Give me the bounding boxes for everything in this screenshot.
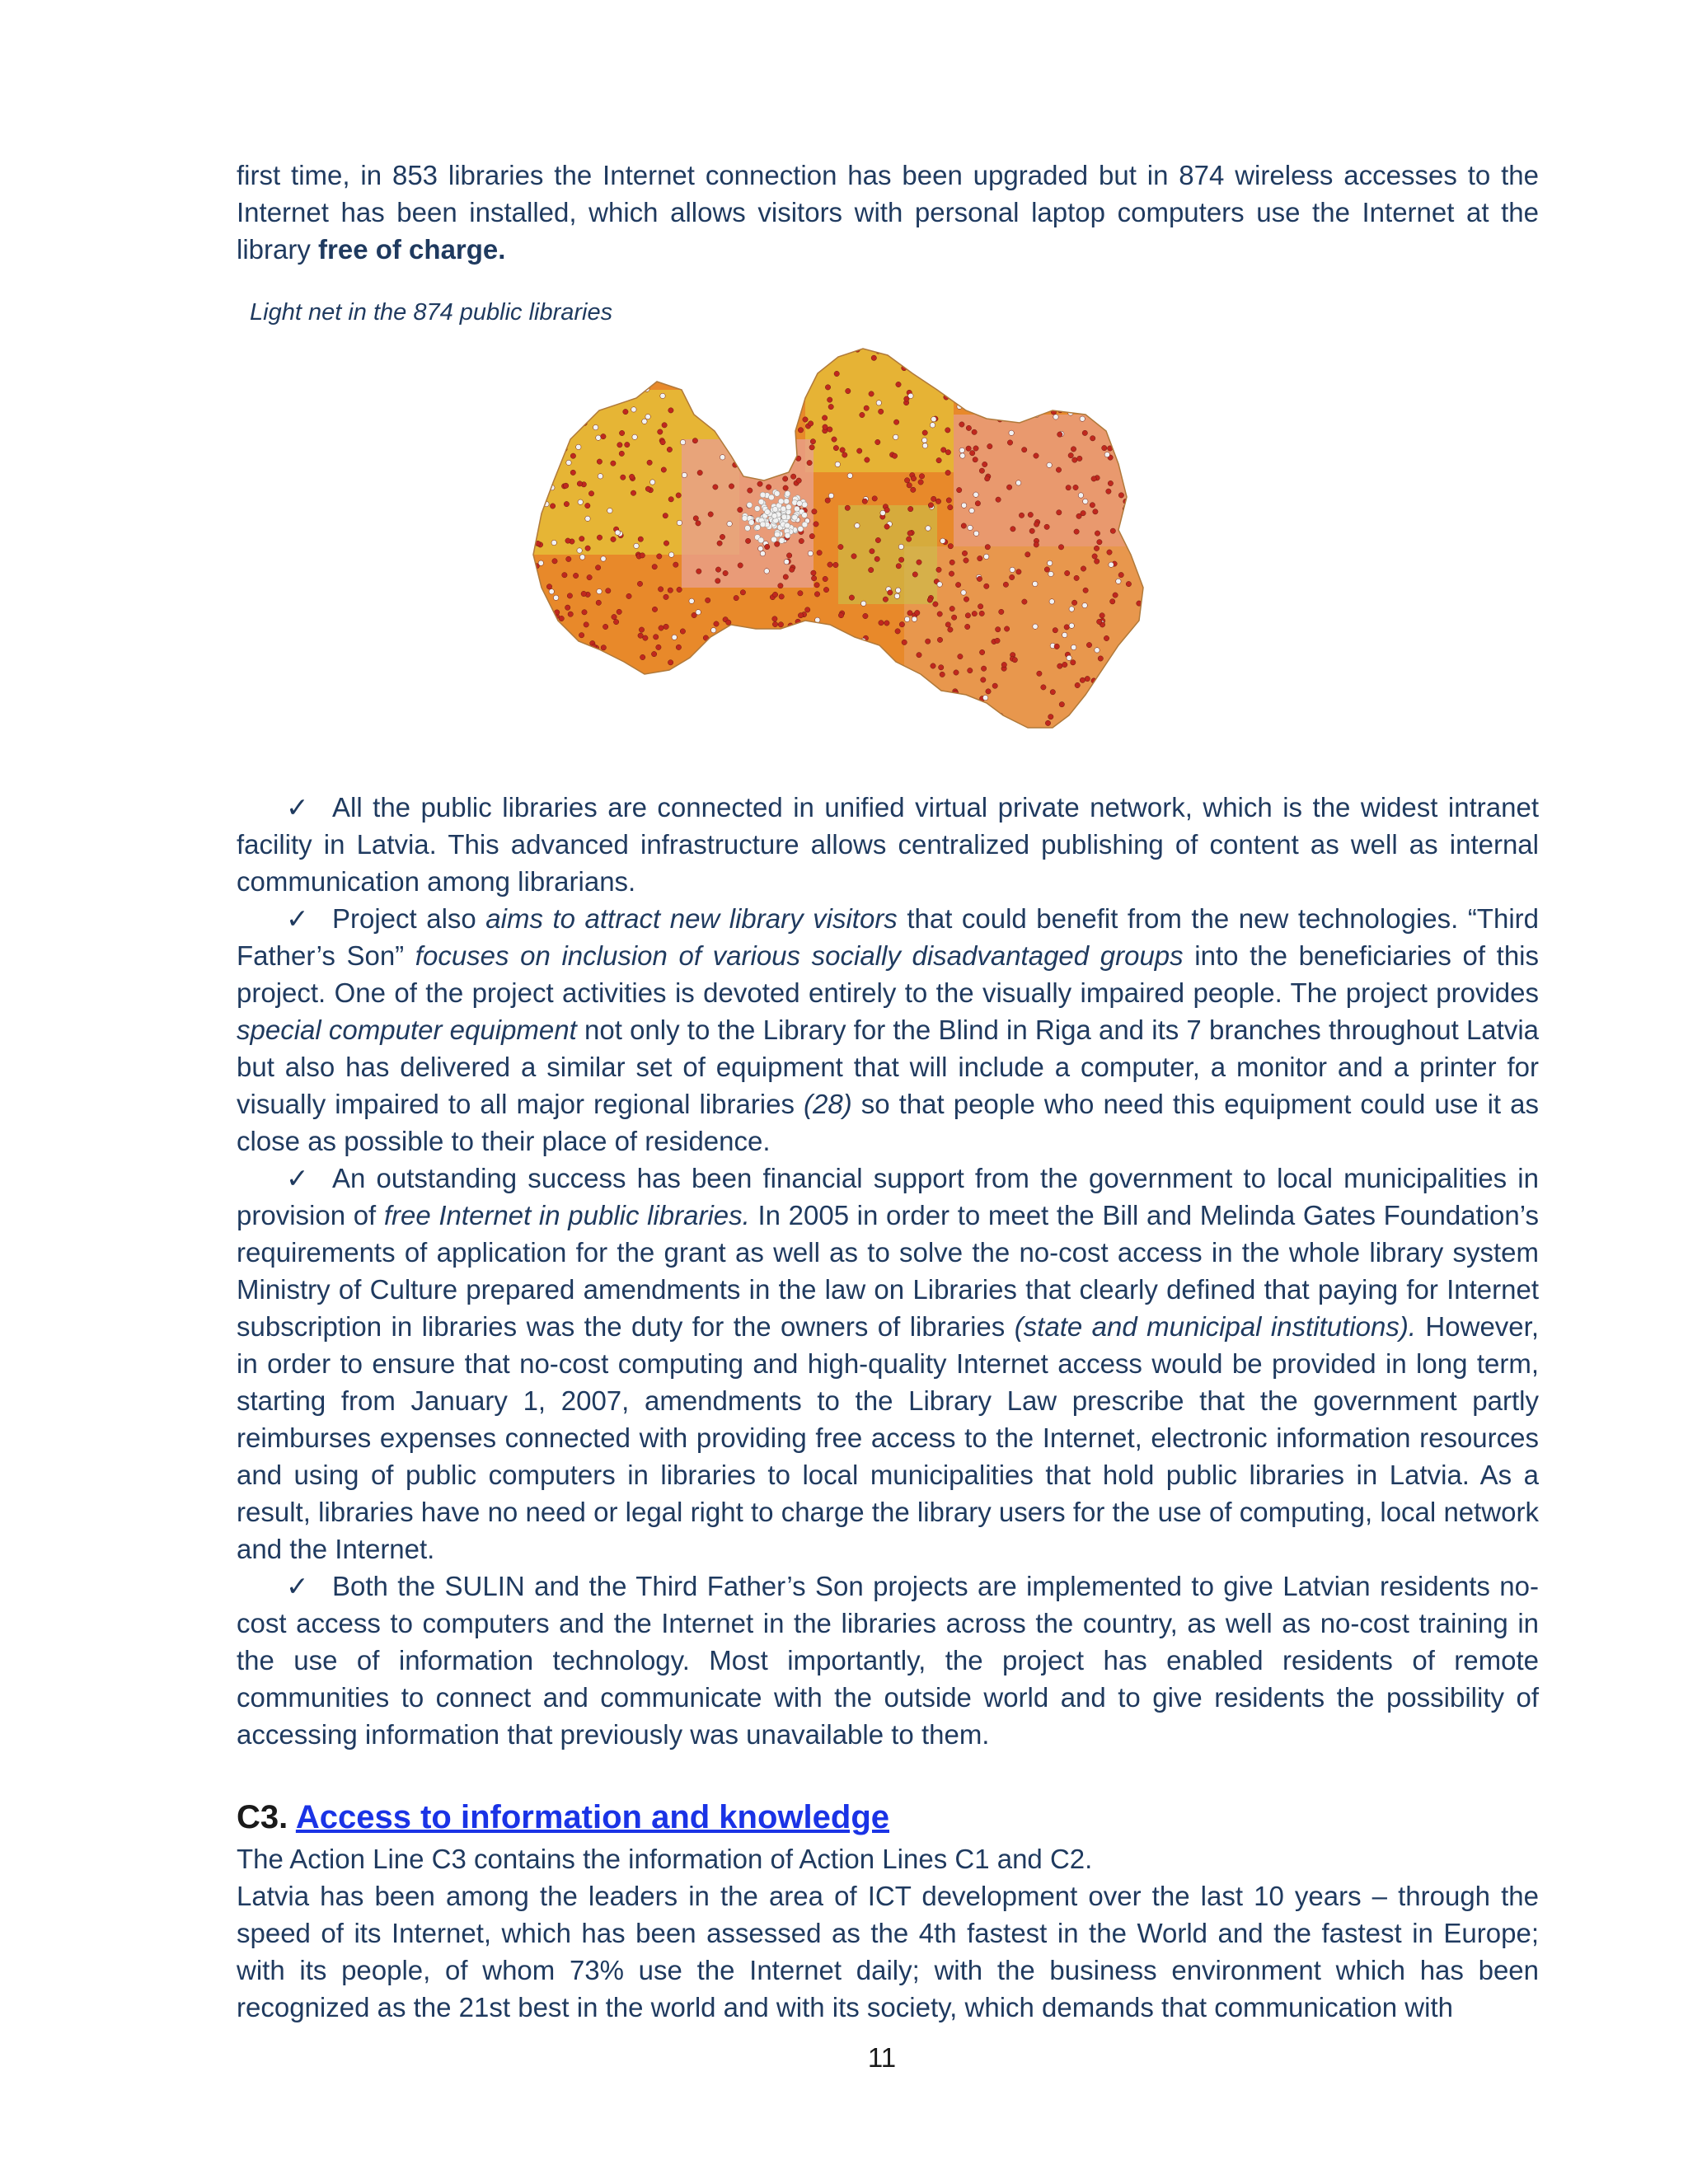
checklist-item [237, 900, 1539, 1160]
latvia-map-image [492, 340, 1168, 761]
item-text: Both the SULIN and the Third Father’s Son projects are implemented to give Latvian residents no-cost access to computers and the Internet in the libraries across the country, as well as no-cost training in the use of information technology. Most importantly, the project has enabled residents of remote communities to connect and communicate with the outside world and to give residents the possibility of accessing information that previously was unavailable to them. [237, 1571, 1539, 1750]
checkmark-icon: ✓ [286, 1163, 309, 1193]
section-paragraph-2: Latvia has been among the leaders in the area of ICT development over the last 10 years – through the speed of its Internet, which has been assessed as the 4th fastest in the World and the fastest in Europe; with its people, of whom 73% use the Internet daily; with the business environment which has been recognized as the 21st best in the world and with its society, which demands that communication with [237, 1881, 1539, 2022]
emphasized-text: (28) [804, 1089, 852, 1119]
checklist-item [237, 1568, 1539, 1753]
intro-paragraph [237, 157, 1539, 268]
figure [237, 340, 1539, 769]
item-text: not only to the Library for the Blind in Riga and its 7 branches throughout Latvia but also has delivered a similar set of equipment that will include a computer, a monitor and a printer for visually impaired to all major regional libraries [237, 1015, 1539, 1119]
item-text: All the public libraries are connected in unified virtual private network, which is the widest intranet facility in Latvia. This advanced infrastructure allows centralized publishing of content as well as internal communication among librarians. [237, 792, 1539, 897]
emphasized-text: focuses on inclusion of various socially disadvantaged groups [415, 940, 1184, 971]
checkmark-icon: ✓ [286, 903, 309, 934]
figure-caption: Light net in the 874 public libraries [250, 299, 613, 326]
checkmark-icon: ✓ [286, 1571, 309, 1601]
item-text: Project also [332, 903, 486, 934]
item-text: An outstanding success has been financial support from the government to local municipalities in provision of [237, 1163, 1539, 1230]
item-text: so that people who need this equipment could use it as close as possible to their place of residence. [237, 1089, 1539, 1156]
checklist [237, 789, 1539, 1753]
section-title-link[interactable]: Access to information and knowledge [295, 1799, 889, 1835]
page-number: 11 [867, 2042, 897, 2073]
checklist-item [237, 789, 1539, 900]
page-content [237, 157, 1539, 2026]
section-heading [237, 1794, 1539, 1840]
item-text: However, in order to ensure that no-cost computing and high-quality Internet access would be provided in long term, starting from January 1, 2007, amendments to the Library Law prescribe that the government partly reimburses expenses connected with providing free access to the Internet, electronic information resources and using of public computers in libraries to local municipalities that hold public libraries in Latvia. As a result, libraries have no need or legal right to charge the library users for the use of computing, local network and the Internet. [237, 1311, 1539, 1564]
item-text: that could benefit from the new technologies. “Third Father’s Son” [237, 903, 1539, 971]
emphasized-text: special computer equipment [237, 1015, 577, 1045]
emphasized-text: free Internet in public libraries. [383, 1200, 750, 1230]
emphasized-text: aims to attract new library visitors [485, 903, 898, 934]
checklist-item [237, 1160, 1539, 1568]
intro-bold-text: free of charge. [318, 234, 506, 265]
section-number: C3. [237, 1799, 296, 1835]
checkmark-icon: ✓ [286, 792, 309, 823]
item-text: into the beneficiaries of this project. One of the project activities is devoted entirely to the visually impaired people. The project provides [237, 940, 1539, 1008]
intro-text: first time, in 853 libraries the Internet connection has been upgraded but in 874 wireless accesses to the Internet has been installed, which allows visitors with personal laptop computers use the Internet at the library [237, 160, 1539, 265]
section-paragraph-1: The Action Line C3 contains the information of Action Lines C1 and C2. [237, 1844, 1093, 1874]
emphasized-text: (state and municipal institutions). [1014, 1311, 1417, 1342]
item-text: In 2005 in order to meet the Bill and Melinda Gates Foundation’s requirements of application for the grant as well as to solve the no-cost access in the whole library system Ministry of Culture prepared amendments in the law on Libraries that clearly defined that paying for Internet subscription in libraries was the duty for the owners of libraries [237, 1200, 1539, 1342]
